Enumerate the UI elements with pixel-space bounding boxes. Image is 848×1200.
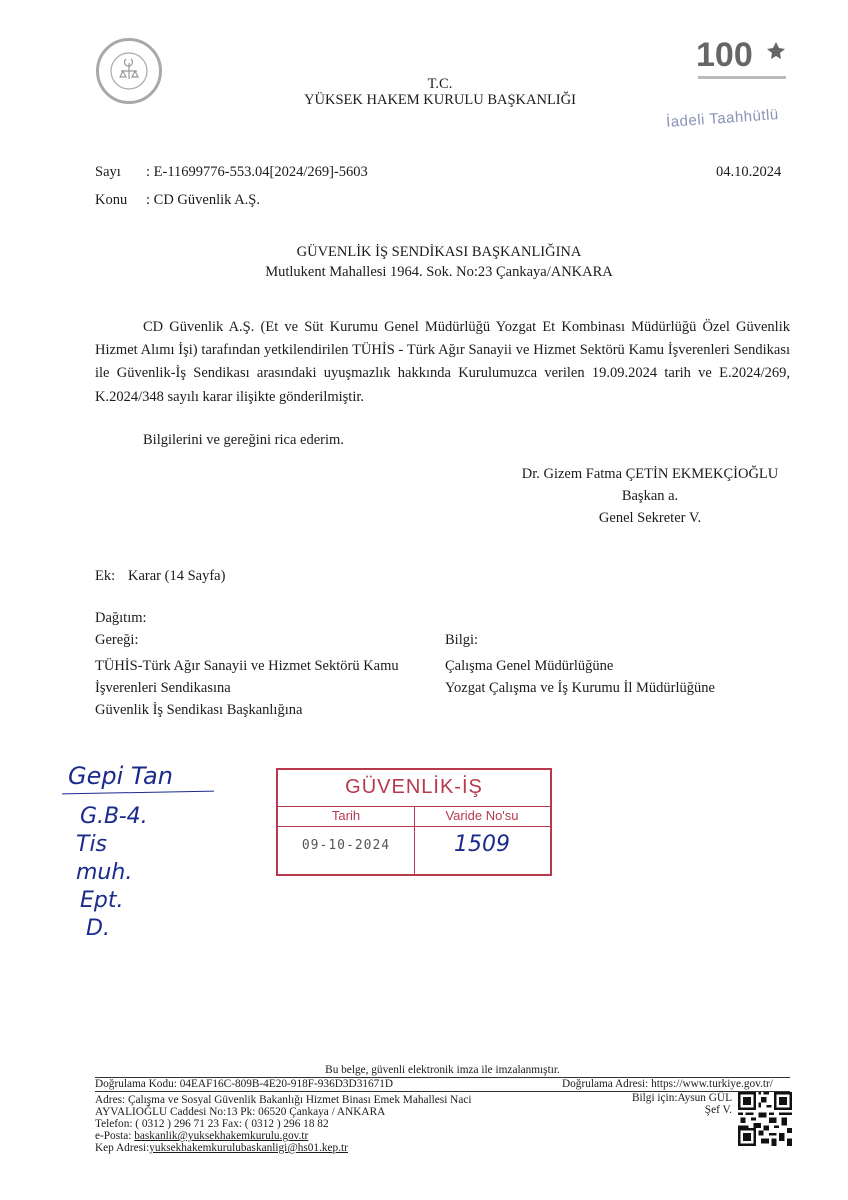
footer-info-contact: Bilgi için:Aysun GÜL	[631, 1092, 732, 1104]
header-tc: T.C.	[427, 76, 453, 92]
verification-code: Doğrulama Kodu: 04EAF16C-809B-4E20-918F-936D3D31671D	[95, 1078, 394, 1090]
receipt-stamp-date-header: Tarih	[331, 808, 361, 823]
recipient-name: GÜVENLİK İŞ SENDİKASI BAŞKANLIĞINA	[296, 244, 582, 260]
handwritten-note: D.	[86, 916, 110, 941]
handwritten-note: G.B-4.	[80, 804, 148, 829]
footer-kep-link[interactable]: yuksekhakemkurulubaskanligi@hs01.kep.tr	[149, 1142, 348, 1154]
handwritten-underline	[62, 791, 214, 795]
konu-label: Konu	[95, 192, 128, 208]
footer-email-link[interactable]: baskanlik@yuksekhakemkurulu.gov.tr	[134, 1130, 309, 1142]
document-date: 04.10.2024	[716, 164, 782, 180]
handwritten-note: Ept.	[80, 888, 124, 913]
receipt-stamp-date: 09-10-2024	[301, 838, 391, 853]
handwritten-note: muh.	[76, 860, 133, 885]
sayi-value: : E-11699776-553.04[2024/269]-5603	[146, 164, 368, 180]
footer-address-2: AYVALIOĞLU Caddesi No:13 Pk: 06520 Çankaya / ANKARA	[95, 1106, 386, 1118]
distribution-bilgi-item: Çalışma Genel Müdürlüğüne	[445, 658, 614, 674]
registered-mail-stamp: İadeli Taahhütlü	[665, 106, 780, 131]
handwritten-note: Tis	[76, 832, 108, 857]
footer-info-title: Şef V.	[704, 1104, 732, 1116]
verification-address: Doğrulama Adresi: https://www.turkiye.gov.tr/	[562, 1078, 773, 1090]
handwritten-note: Gepi Tan	[68, 762, 173, 790]
recipient-address: Mutlukent Mahallesi 1964. Sok. No:23 Çankaya/ANKARA	[265, 264, 613, 280]
distribution-bilgi-item: Yozgat Çalışma ve İş Kurumu İl Müdürlüğüne	[445, 680, 715, 696]
attachment-label: Ek:	[95, 568, 116, 584]
distribution-gereği-item: TÜHİS-Türk Ağır Sanayii ve Hizmet Sektörü Kamu	[95, 658, 399, 674]
closing-line: Bilgilerini ve gereğini rica ederim.	[143, 432, 344, 448]
distribution-gereği-item: Güvenlik İş Sendikası Başkanlığına	[95, 702, 303, 718]
footer-phone: Telefon: ( 0312 ) 296 71 23 Fax: ( 0312 ) 296 18 82	[95, 1118, 329, 1130]
attachment-value: Karar (14 Sayfa)	[128, 568, 226, 584]
konu-value: : CD Güvenlik A.Ş.	[146, 192, 260, 208]
receipt-stamp-title: GÜVENLİK-İŞ	[345, 776, 483, 798]
body-paragraph: CD Güvenlik A.Ş. (Et ve Süt Kurumu Genel Müdürlüğü Yozgat Et Kombinası Müdürlüğü Özel Güvenlik Hizmet Alımı İşi) tarafından yetkilendirilen TÜHİS - Türk Ağır Sanayii ve Hizmet Sektörü Kamu İşverenleri Sendikası ile Güvenlik-İş Sendikası arasındaki uyuşmazlık hakkında Kurulumuzca verilen 19.09.2024 tarih ve E.2024/269, K.2024/348 sayılı karar ilişikte gönderilmiştir.	[95, 319, 790, 405]
signatory-name: Dr. Gizem Fatma ÇETİN EKMEKÇİOĞLU	[521, 466, 779, 482]
footer-address-1: Adres: Çalışma ve Sosyal Güvenlik Bakanlığı Hizmet Binası Emek Mahallesi Naci	[95, 1094, 472, 1106]
sayi-label: Sayı	[95, 164, 121, 180]
institution-seal-logo	[96, 38, 162, 104]
footer-email: e-Posta: baskanlik@yuksekhakemkurulu.gov.tr	[95, 1130, 309, 1142]
esign-notice: Bu belge, güvenli elektronik imza ile imzalanmıştır.	[325, 1064, 560, 1076]
receipt-stamp	[276, 768, 552, 876]
centennial-100-logo	[694, 32, 794, 88]
receipt-stamp-number: 1509	[454, 832, 510, 857]
svg-text:100: 100	[696, 36, 753, 74]
distribution-bilgi-label: Bilgi:	[445, 632, 479, 648]
header-institution: YÜKSEK HAKEM KURULU BAŞKANLIĞI	[304, 92, 576, 108]
footer-kep: Kep Adresi:yuksekhakemkurulubaskanligi@hs01.kep.tr	[95, 1142, 348, 1154]
receipt-stamp-number-header: Varide No'su	[445, 808, 519, 823]
signatory-title-1: Başkan a.	[621, 488, 679, 504]
signatory-title-2: Genel Sekreter V.	[598, 510, 702, 526]
qr-code-icon	[738, 1092, 792, 1146]
distribution-gereği-label: Gereği:	[95, 632, 139, 648]
distribution-title: Dağıtım:	[95, 610, 147, 626]
distribution-gereği-item: İşverenleri Sendikasına	[95, 680, 231, 696]
